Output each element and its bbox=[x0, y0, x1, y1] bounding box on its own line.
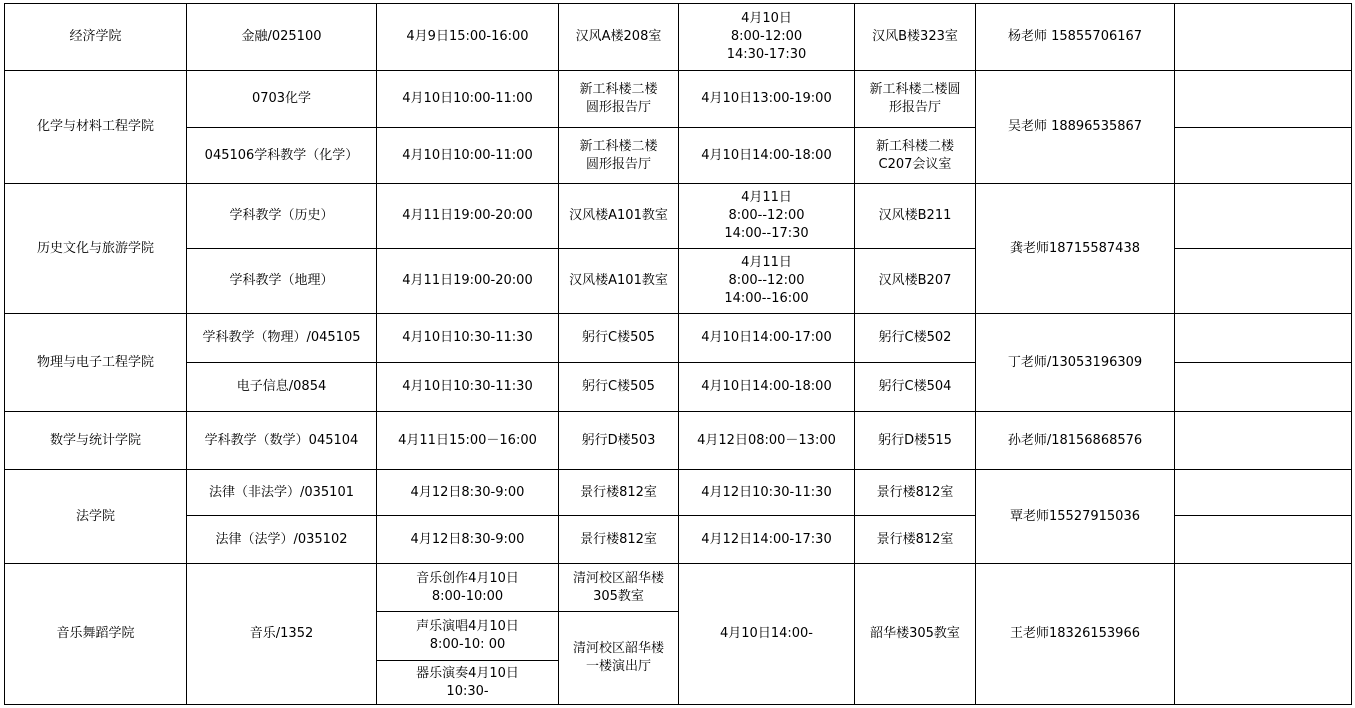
interview-time-cell: 4月12日14:00-17:30 bbox=[679, 516, 855, 564]
interview-time-cell: 4月10日14:00-18:00 bbox=[679, 128, 855, 184]
interview-place-cell: 汉风B楼323室 bbox=[855, 4, 976, 71]
written-place-cell: 清河校区韶华楼 305教室 bbox=[559, 564, 679, 612]
written-place-cell: 躬行C楼505 bbox=[559, 314, 679, 363]
interview-place-cell: 新工科楼二楼 C207会议室 bbox=[855, 128, 976, 184]
written-place-cell: 清河校区韶华楼 一楼演出厅 bbox=[559, 612, 679, 705]
college-cell: 法学院 bbox=[5, 470, 187, 564]
written-place-cell: 景行楼812室 bbox=[559, 516, 679, 564]
written-place-cell: 汉风楼A101教室 bbox=[559, 249, 679, 314]
written-place-cell: 新工科楼二楼 圆形报告厅 bbox=[559, 71, 679, 128]
table-row bbox=[5, 4, 1352, 71]
major-cell: 法律（非法学）/035101 bbox=[187, 470, 377, 516]
contact-cell: 杨老师 15855706167 bbox=[976, 4, 1175, 71]
interview-time-cell: 4月12日08:00－13:00 bbox=[679, 412, 855, 470]
table-row bbox=[5, 184, 1352, 249]
interview-place-cell: 躬行C楼502 bbox=[855, 314, 976, 363]
interview-time-cell: 4月12日10:30-11:30 bbox=[679, 470, 855, 516]
written-place-cell: 汉风A楼208室 bbox=[559, 4, 679, 71]
empty-cell bbox=[1175, 71, 1352, 128]
interview-place-cell: 躬行C楼504 bbox=[855, 363, 976, 412]
written-time-cell: 4月10日10:00-11:00 bbox=[377, 128, 559, 184]
table-row bbox=[5, 470, 1352, 516]
contact-cell: 王老师18326153966 bbox=[976, 564, 1175, 705]
interview-place-cell: 新工科楼二楼圆 形报告厅 bbox=[855, 71, 976, 128]
major-cell: 金融/025100 bbox=[187, 4, 377, 71]
contact-cell: 吴老师 18896535867 bbox=[976, 71, 1175, 184]
table-row bbox=[5, 71, 1352, 128]
major-cell: 法律（法学）/035102 bbox=[187, 516, 377, 564]
college-cell: 历史文化与旅游学院 bbox=[5, 184, 187, 314]
written-place-cell: 躬行C楼505 bbox=[559, 363, 679, 412]
empty-cell bbox=[1175, 314, 1352, 363]
major-cell: 学科教学（数学）045104 bbox=[187, 412, 377, 470]
college-cell: 音乐舞蹈学院 bbox=[5, 564, 187, 705]
interview-place-cell: 汉风楼B211 bbox=[855, 184, 976, 249]
empty-cell bbox=[1175, 184, 1352, 249]
college-cell: 数学与统计学院 bbox=[5, 412, 187, 470]
table-row bbox=[5, 412, 1352, 470]
written-time-cell: 4月11日15:00－16:00 bbox=[377, 412, 559, 470]
major-cell: 045106学科教学（化学） bbox=[187, 128, 377, 184]
empty-cell bbox=[1175, 128, 1352, 184]
written-time-cell: 4月11日19:00-20:00 bbox=[377, 184, 559, 249]
college-cell: 经济学院 bbox=[5, 4, 187, 71]
interview-time-cell: 4月11日 8:00--12:00 14:00--17:30 bbox=[679, 184, 855, 249]
written-time-cell: 4月11日19:00-20:00 bbox=[377, 249, 559, 314]
written-time-cell: 音乐创作4月10日 8:00-10:00 bbox=[377, 564, 559, 612]
empty-cell bbox=[1175, 516, 1352, 564]
contact-cell: 丁老师/13053196309 bbox=[976, 314, 1175, 412]
interview-time-cell: 4月10日14:00-17:00 bbox=[679, 314, 855, 363]
contact-cell: 龚老师18715587438 bbox=[976, 184, 1175, 314]
written-time-cell: 4月12日8:30-9:00 bbox=[377, 516, 559, 564]
written-time-cell: 4月12日8:30-9:00 bbox=[377, 470, 559, 516]
major-cell: 学科教学（物理）/045105 bbox=[187, 314, 377, 363]
interview-place-cell: 景行楼812室 bbox=[855, 470, 976, 516]
interview-place-cell: 汉风楼B207 bbox=[855, 249, 976, 314]
written-time-cell: 4月10日10:30-11:30 bbox=[377, 314, 559, 363]
written-place-cell: 景行楼812室 bbox=[559, 470, 679, 516]
schedule-table bbox=[4, 3, 1352, 705]
written-time-cell: 4月9日15:00-16:00 bbox=[377, 4, 559, 71]
major-cell: 学科教学（地理） bbox=[187, 249, 377, 314]
table-row bbox=[5, 564, 1352, 612]
major-cell: 电子信息/0854 bbox=[187, 363, 377, 412]
interview-place-cell: 景行楼812室 bbox=[855, 516, 976, 564]
contact-cell: 孙老师/18156868576 bbox=[976, 412, 1175, 470]
college-cell: 物理与电子工程学院 bbox=[5, 314, 187, 412]
interview-time-cell: 4月10日 8:00-12:00 14:30-17:30 bbox=[679, 4, 855, 71]
written-time-cell: 4月10日10:30-11:30 bbox=[377, 363, 559, 412]
college-cell: 化学与材料工程学院 bbox=[5, 71, 187, 184]
written-time-cell: 器乐演奏4月10日 10:30- bbox=[377, 661, 559, 705]
major-cell: 0703化学 bbox=[187, 71, 377, 128]
table-row bbox=[5, 314, 1352, 363]
written-place-cell: 汉风楼A101教室 bbox=[559, 184, 679, 249]
written-place-cell: 新工科楼二楼 圆形报告厅 bbox=[559, 128, 679, 184]
empty-cell bbox=[1175, 363, 1352, 412]
interview-time-cell: 4月10日13:00-19:00 bbox=[679, 71, 855, 128]
written-time-cell: 4月10日10:00-11:00 bbox=[377, 71, 559, 128]
interview-time-cell: 4月11日 8:00--12:00 14:00--16:00 bbox=[679, 249, 855, 314]
empty-cell bbox=[1175, 412, 1352, 470]
written-time-cell: 声乐演唱4月10日 8:00-10: 00 bbox=[377, 612, 559, 661]
interview-place-cell: 韶华楼305教室 bbox=[855, 564, 976, 705]
interview-place-cell: 躬行D楼515 bbox=[855, 412, 976, 470]
major-cell: 学科教学（历史） bbox=[187, 184, 377, 249]
interview-time-cell: 4月10日14:00-18:00 bbox=[679, 363, 855, 412]
empty-cell bbox=[1175, 4, 1352, 71]
major-cell: 音乐/1352 bbox=[187, 564, 377, 705]
contact-cell: 覃老师15527915036 bbox=[976, 470, 1175, 564]
interview-time-cell: 4月10日14:00- bbox=[679, 564, 855, 705]
empty-cell bbox=[1175, 564, 1352, 705]
written-place-cell: 躬行D楼503 bbox=[559, 412, 679, 470]
empty-cell bbox=[1175, 470, 1352, 516]
empty-cell bbox=[1175, 249, 1352, 314]
